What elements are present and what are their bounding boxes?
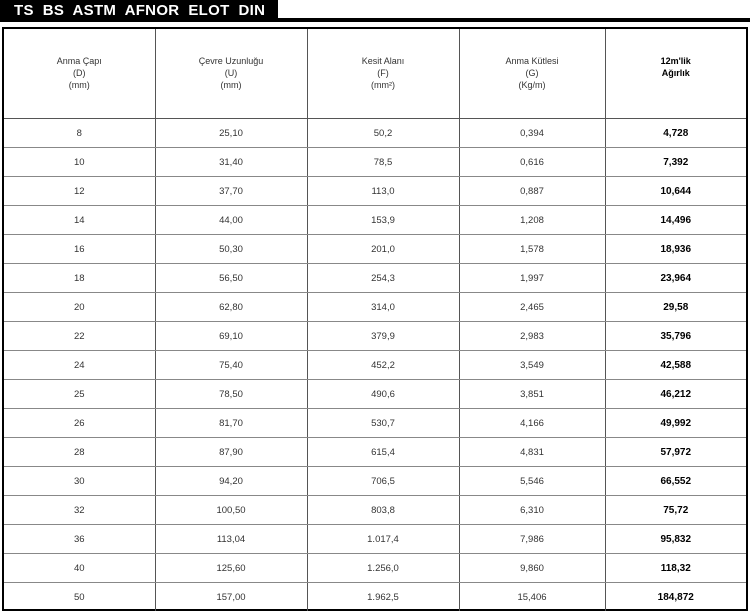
- table-body: [4, 119, 746, 612]
- cell-mass: 0,616: [459, 148, 605, 177]
- header-label: Ağırlık: [661, 68, 690, 78]
- cell-12m-weight: 57,972: [605, 438, 746, 467]
- cell-circumference: 113,04: [155, 525, 307, 554]
- cell-area: 254,3: [307, 264, 459, 293]
- cell-area: 803,8: [307, 496, 459, 525]
- cell-12m-weight: 42,588: [605, 351, 746, 380]
- cell-diameter: 10: [4, 148, 155, 177]
- cell-mass: 1,997: [459, 264, 605, 293]
- cell-diameter: 18: [4, 264, 155, 293]
- cell-area: 1.962,5: [307, 583, 459, 612]
- cell-circumference: 50,30: [155, 235, 307, 264]
- cell-mass: 15,406: [459, 583, 605, 612]
- header-symbol: (U): [224, 68, 238, 78]
- cell-12m-weight: 46,212: [605, 380, 746, 409]
- cell-12m-weight: 14,496: [605, 206, 746, 235]
- cell-mass: 4,166: [459, 409, 605, 438]
- cell-area: 530,7: [307, 409, 459, 438]
- cell-mass: 3,851: [459, 380, 605, 409]
- cell-mass: 0,887: [459, 177, 605, 206]
- cell-12m-weight: 184,872: [605, 583, 746, 612]
- header-circumference: [155, 29, 307, 119]
- cell-mass: 0,394: [459, 119, 605, 148]
- cell-diameter: 28: [4, 438, 155, 467]
- cell-12m-weight: 7,392: [605, 148, 746, 177]
- standards-title: TS BS ASTM AFNOR ELOT DIN: [0, 0, 278, 22]
- cell-mass: 2,465: [459, 293, 605, 322]
- cell-circumference: 157,00: [155, 583, 307, 612]
- cell-12m-weight: 75,72: [605, 496, 746, 525]
- cell-mass: 5,546: [459, 467, 605, 496]
- cell-12m-weight: 23,964: [605, 264, 746, 293]
- cell-circumference: 69,10: [155, 322, 307, 351]
- cell-circumference: 62,80: [155, 293, 307, 322]
- cell-mass: 1,208: [459, 206, 605, 235]
- table-row: [4, 409, 746, 438]
- cell-mass: 9,860: [459, 554, 605, 583]
- cell-diameter: 14: [4, 206, 155, 235]
- header-nominal-mass: [459, 29, 605, 119]
- table-row: [4, 525, 746, 554]
- cell-diameter: 36: [4, 525, 155, 554]
- table-row: [4, 235, 746, 264]
- cell-area: 314,0: [307, 293, 459, 322]
- cell-diameter: 50: [73, 591, 85, 603]
- cell-diameter: 24: [4, 351, 155, 380]
- table-row: [4, 264, 746, 293]
- cell-area: 153,9: [307, 206, 459, 235]
- cell-12m-weight: 95,832: [605, 525, 746, 554]
- cell-diameter: 22: [4, 322, 155, 351]
- header-unit: (mm²): [371, 80, 395, 90]
- cell-circumference: 37,70: [155, 177, 307, 206]
- table-row: [4, 293, 746, 322]
- cell-mass: 4,831: [459, 438, 605, 467]
- table-row: [4, 177, 746, 206]
- cell-diameter: 25: [4, 380, 155, 409]
- table-row: [4, 351, 746, 380]
- table-row: [4, 467, 746, 496]
- header-unit: (mm): [220, 80, 242, 90]
- header-12m-weight: [605, 29, 746, 119]
- cell-circumference: 78,50: [155, 380, 307, 409]
- cell-diameter: 16: [4, 235, 155, 264]
- cell-12m-weight: 29,58: [605, 293, 746, 322]
- cell-circumference: 25,10: [155, 119, 307, 148]
- cell-area: 706,5: [307, 467, 459, 496]
- cell-circumference: 31,40: [155, 148, 307, 177]
- cell-diameter: 40: [4, 554, 155, 583]
- table-row: [4, 322, 746, 351]
- cell-mass: 2,983: [459, 322, 605, 351]
- cell-12m-weight: 35,796: [605, 322, 746, 351]
- cell-area: 379,9: [307, 322, 459, 351]
- header-symbol: (G): [525, 68, 539, 78]
- cell-12m-weight: 18,936: [605, 235, 746, 264]
- cell-12m-weight: 49,992: [605, 409, 746, 438]
- table-row: [4, 148, 746, 177]
- cell-diameter: 8: [4, 119, 155, 148]
- table-row: [4, 119, 746, 148]
- header-symbol: (F): [377, 68, 389, 78]
- cell-area: 201,0: [307, 235, 459, 264]
- cell-mass: 1,578: [459, 235, 605, 264]
- cell-diameter: 26: [4, 409, 155, 438]
- header-symbol: (D): [73, 68, 86, 78]
- cell-circumference: 75,40: [155, 351, 307, 380]
- cell-area: 490,6: [307, 380, 459, 409]
- cell-circumference: 44,00: [155, 206, 307, 235]
- cell-diameter: 20: [4, 293, 155, 322]
- header-unit: (Kg/m): [518, 80, 546, 90]
- cell-12m-weight: 66,552: [605, 467, 746, 496]
- header-label: Kesit Alanı: [361, 56, 405, 66]
- cell-area: 1.017,4: [307, 525, 459, 554]
- title-rule: [278, 18, 750, 22]
- header-label: Anma Kütlesi: [505, 56, 559, 66]
- cell-circumference: 56,50: [155, 264, 307, 293]
- header-cross-section-area: [307, 29, 459, 119]
- cell-12m-weight: 4,728: [605, 119, 746, 148]
- cell-area: 615,4: [307, 438, 459, 467]
- cell-mass: 3,549: [459, 351, 605, 380]
- cell-circumference: 125,60: [155, 554, 307, 583]
- header-label: 12m'lik: [660, 56, 691, 66]
- cell-mass: 6,310: [459, 496, 605, 525]
- header-label: Anma Çapı: [56, 56, 102, 66]
- table-row: [4, 380, 746, 409]
- cell-circumference: 100,50: [155, 496, 307, 525]
- table-header-row: [4, 29, 746, 119]
- table-row: [4, 438, 746, 467]
- cell-12m-weight: 118,32: [605, 554, 746, 583]
- cell-area: 78,5: [307, 148, 459, 177]
- cell-circumference: 81,70: [155, 409, 307, 438]
- cell-area: 1.256,0: [307, 554, 459, 583]
- header-unit: (mm): [68, 80, 90, 90]
- cell-area: 50,2: [307, 119, 459, 148]
- cell-circumference: 87,90: [155, 438, 307, 467]
- cell-mass: 7,986: [459, 525, 605, 554]
- table-row: [4, 206, 746, 235]
- cell-area: 113,0: [307, 177, 459, 206]
- table-row: [4, 554, 746, 583]
- table-row: [4, 583, 746, 612]
- cell-12m-weight: 10,644: [605, 177, 746, 206]
- cell-area: 452,2: [307, 351, 459, 380]
- table-row: [4, 496, 746, 525]
- table-frame: [2, 27, 748, 611]
- header-nominal-diameter: [4, 29, 155, 119]
- cell-diameter: 30: [4, 467, 155, 496]
- rebar-weight-table: [4, 29, 746, 611]
- header-label: Çevre Uzunluğu: [198, 56, 264, 66]
- cell-diameter: 32: [4, 496, 155, 525]
- cell-diameter: 12: [4, 177, 155, 206]
- cell-circumference: 94,20: [155, 467, 307, 496]
